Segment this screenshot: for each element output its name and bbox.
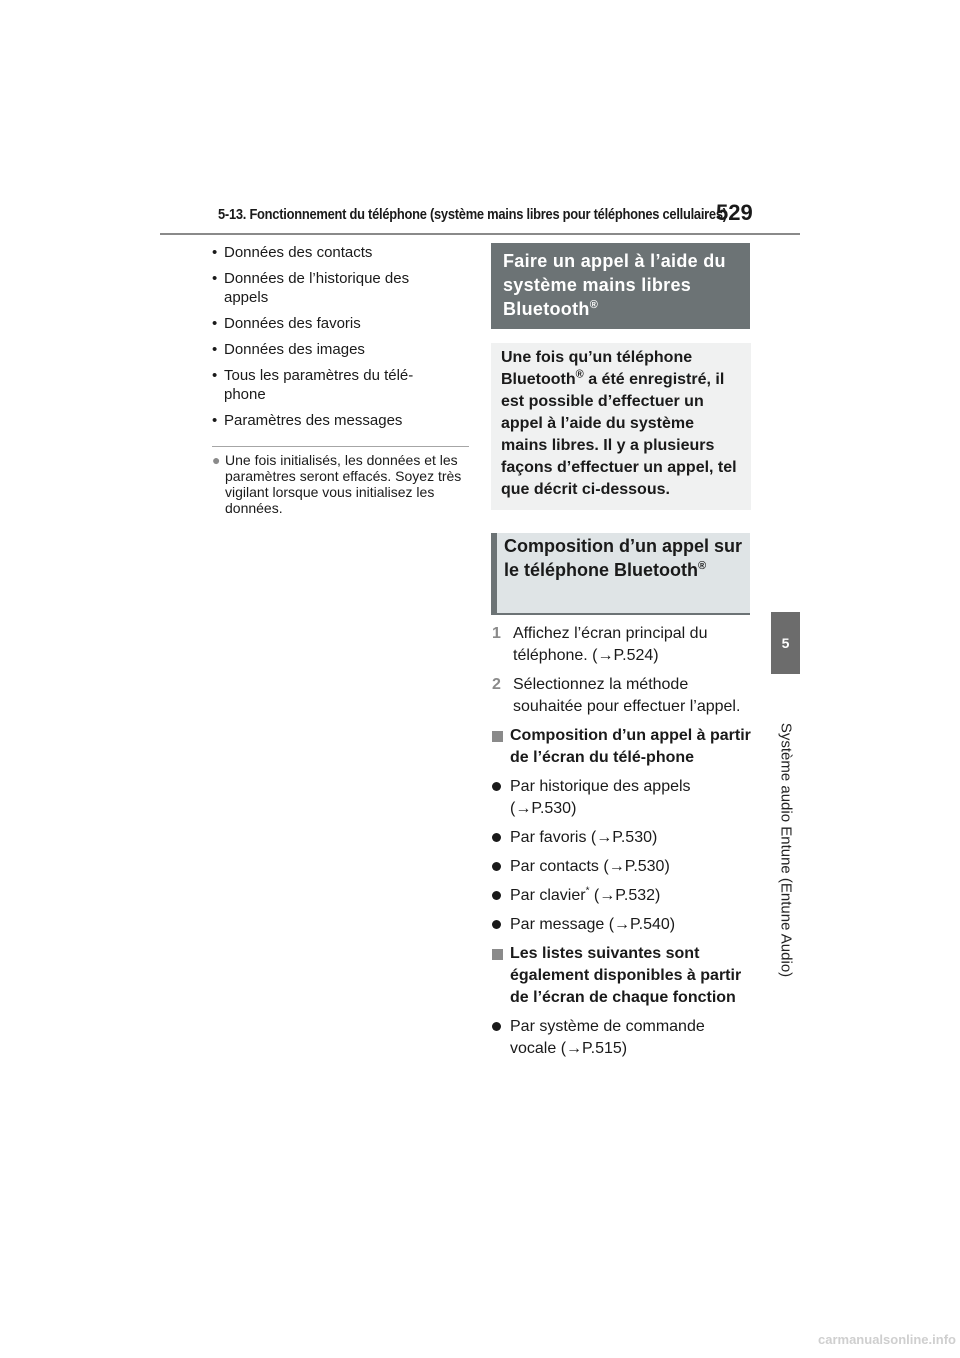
subheading-text: Composition d’un appel à partir de l’écran du télé-phone (510, 727, 751, 766)
note-divider (212, 446, 469, 447)
list-item (492, 1016, 752, 1060)
note-text: Une fois initialisés, les données et les paramètres seront effacés. Soyez très vigilant lorsque vous initialisez les données. (225, 452, 462, 516)
bullet-icon (492, 862, 501, 871)
list-item-ref: (→P.532) (589, 887, 661, 904)
note-circle-icon: ● (212, 452, 221, 468)
subheading-text: Les listes suivantes sont également disponibles à partir de l’écran de chaque fonction (510, 945, 742, 1006)
list-item (492, 885, 752, 907)
header-divider (160, 233, 800, 235)
step-2 (492, 674, 752, 718)
square-bullet-icon (492, 731, 503, 742)
list-item-text: Par historique des appels (→P.530) (510, 778, 691, 817)
subheading-phone-screen (492, 725, 752, 769)
header-title: 5-13. Fonctionnement du téléphone (système mains libres pour téléphones cellulaires) (218, 206, 727, 223)
square-bullet-icon (492, 949, 503, 960)
step-number: 2 (492, 676, 501, 693)
bullet-icon (492, 782, 501, 791)
list-item-text: Par contacts (→P.530) (510, 858, 670, 875)
step-text: Affichez l’écran principal du téléphone. (→P.524) (513, 625, 708, 664)
list-item: • Données de l’historique des appels (212, 269, 439, 307)
data-list (212, 243, 472, 430)
procedure (492, 623, 752, 1067)
subheading-other-lists (492, 943, 752, 1009)
registered-mark: ® (575, 368, 584, 381)
list-item-text: Par favoris (→P.530) (510, 829, 658, 846)
page-number: 529 (716, 200, 753, 225)
chapter-number: 5 (781, 635, 790, 651)
watermark: carmanualsonline.info (818, 1332, 956, 1347)
subsection-title: Composition d’un appel sur le téléphone Bluetooth (504, 536, 742, 580)
step-number: 1 (492, 625, 501, 642)
step-text: Sélectionnez la méthode souhaitée pour effectuer l’appel. (513, 676, 741, 715)
list-item-text: Par système de commande vocale (→P.515) (510, 1018, 705, 1057)
section-heading (491, 243, 750, 329)
chapter-title: Système audio Entune (Entune Audio) (777, 722, 795, 978)
list-item (492, 827, 752, 849)
note (212, 452, 470, 516)
bullet-icon (492, 1022, 501, 1031)
section-title: Faire un appel à l’aide du système mains libres Bluetooth (503, 251, 726, 319)
registered-mark: ® (698, 560, 707, 572)
list-item-text: Par message (→P.540) (510, 916, 676, 933)
list-item: • Tous les paramètres du télé-phone (212, 366, 439, 404)
intro-box (491, 343, 751, 510)
bullet-icon (492, 891, 501, 900)
list-item: • Paramètres des messages (212, 411, 472, 430)
list-item: • Données des images (212, 340, 472, 359)
intro-text-end: a été enregistré, il est possible d’effectuer un appel à l’aide du système mains libres. Il y a plusieurs façons d’effectuer un appel, tel que décrit ci-dessous. (501, 371, 737, 498)
step-1 (492, 623, 752, 667)
list-item (492, 856, 752, 878)
list-item: • Données des contacts (212, 243, 472, 262)
list-item-text: Par clavier (510, 887, 586, 904)
list-item (492, 776, 752, 820)
subsection-heading (491, 533, 750, 615)
intro-text-start: Une fois qu’un téléphone Bluetooth (501, 349, 693, 388)
bullet-icon (492, 920, 501, 929)
list-item: • Données des favoris (212, 314, 472, 333)
list-item (492, 914, 752, 936)
bullet-icon (492, 833, 501, 842)
registered-mark: ® (589, 299, 599, 311)
chapter-tab (771, 612, 800, 674)
footnote-star: * (585, 885, 590, 897)
left-column (212, 243, 472, 437)
